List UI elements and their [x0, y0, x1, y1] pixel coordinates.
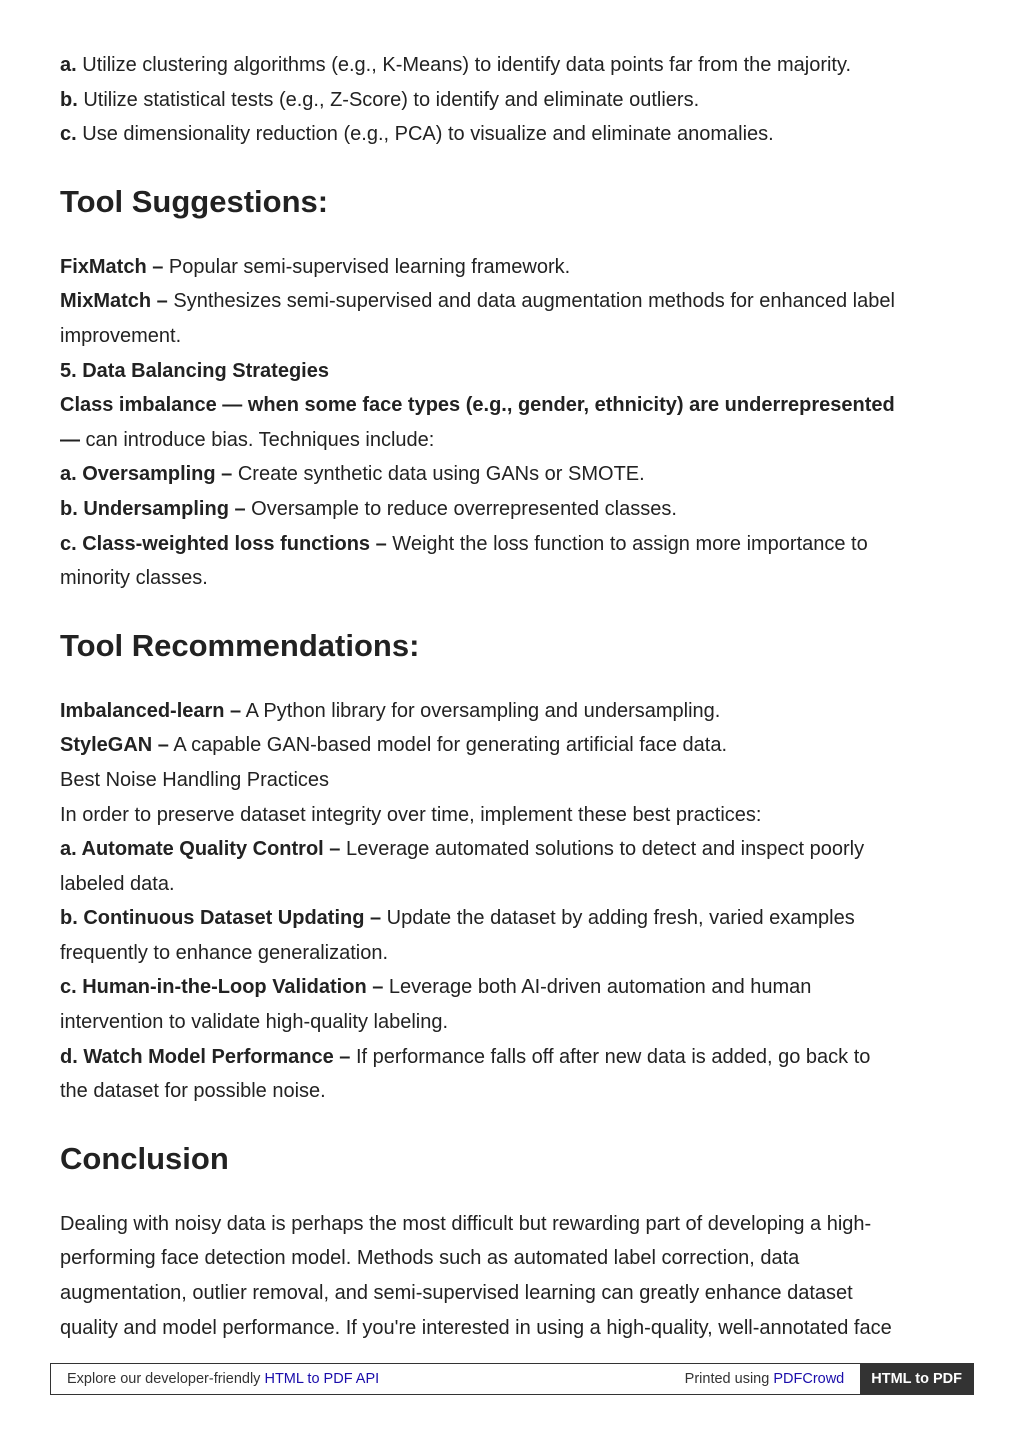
imbalanced-learn-item: Imbalanced-learn – A Python library for oversampling and undersampling. [60, 699, 721, 722]
conclusion-line: performing face detection model. Methods such as automated label correction, data [60, 1247, 800, 1270]
practice-item-b: b. Continuous Dataset Updating – Update the dataset by adding fresh, varied examples [60, 907, 855, 930]
footer-printed: Printed using PDFCrowd [684, 1371, 845, 1387]
practice-item-d-cont: the dataset for possible noise. [60, 1080, 326, 1103]
practice-item-c: c. Human-in-the-Loop Validation – Leverage both AI-driven automation and human [60, 976, 812, 999]
tool-suggestions-heading: Tool Suggestions: [60, 183, 329, 219]
pdfcrowd-link[interactable]: PDFCrowd [773, 1371, 845, 1387]
outlier-item-c: c. Use dimensionality reduction (e.g., PCA) to visualize and eliminate anomalies. [60, 123, 774, 146]
practice-item-a: a. Automate Quality Control – Leverage automated solutions to detect and inspect poorly [60, 838, 865, 861]
conclusion-line: Dealing with noisy data is perhaps the most difficult but rewarding part of developing a high- [60, 1212, 872, 1235]
best-practices-title: Best Noise Handling Practices [60, 768, 330, 791]
stylegan-item: StyleGAN – A capable GAN-based model for generating artificial face data. [60, 734, 728, 757]
practice-item-a-cont: labeled data. [60, 872, 175, 895]
balancing-heading: 5. Data Balancing Strategies [60, 359, 329, 382]
oversampling-item: a. Oversampling – Create synthetic data using GANs or SMOTE. [60, 463, 645, 486]
mixmatch-item-cont: improvement. [60, 324, 182, 347]
balancing-intro-cont: — can introduce bias. Techniques include: [60, 428, 435, 451]
mixmatch-item: MixMatch – Synthesizes semi-supervised and data augmentation methods for enhanced label [60, 290, 895, 313]
best-practices-intro: In order to preserve dataset integrity over time, implement these best practices: [60, 803, 762, 826]
conclusion-heading: Conclusion [60, 1140, 229, 1176]
pdf-footer-bar [50, 1363, 974, 1395]
footer-explore: Explore our developer-friendly HTML to PDF API [67, 1371, 380, 1387]
document-body [60, 48, 970, 1345]
conclusion-line: quality and model performance. If you're interested in using a high-quality, well-annotated face [60, 1316, 892, 1339]
fixmatch-item: FixMatch – Popular semi-supervised learning framework. [60, 255, 571, 278]
balancing-intro: Class imbalance — when some face types (e.g., gender, ethnicity) are underrepresented [60, 394, 895, 417]
html-to-pdf-badge[interactable]: HTML to PDF [860, 1364, 973, 1394]
class-weighted-item: c. Class-weighted loss functions – Weight the loss function to assign more importance to [60, 532, 868, 555]
conclusion-line: augmentation, outlier removal, and semi-supervised learning can greatly enhance dataset [60, 1282, 853, 1305]
outlier-item-b: b. Utilize statistical tests (e.g., Z-Score) to identify and eliminate outliers. [60, 88, 700, 111]
undersampling-item: b. Undersampling – Oversample to reduce overrepresented classes. [60, 497, 677, 520]
class-weighted-item-cont: minority classes. [60, 567, 208, 590]
tool-recommendations-heading: Tool Recommendations: [60, 627, 420, 663]
outlier-item-a: a. Utilize clustering algorithms (e.g., K-Means) to identify data points far from the majority. [60, 54, 852, 76]
practice-item-d: d. Watch Model Performance – If performance falls off after new data is added, go back to [60, 1045, 871, 1068]
practice-item-b-cont: frequently to enhance generalization. [60, 941, 389, 964]
html-to-pdf-api-link[interactable]: HTML to PDF API [264, 1371, 380, 1387]
practice-item-c-cont: intervention to validate high-quality labeling. [60, 1011, 449, 1034]
